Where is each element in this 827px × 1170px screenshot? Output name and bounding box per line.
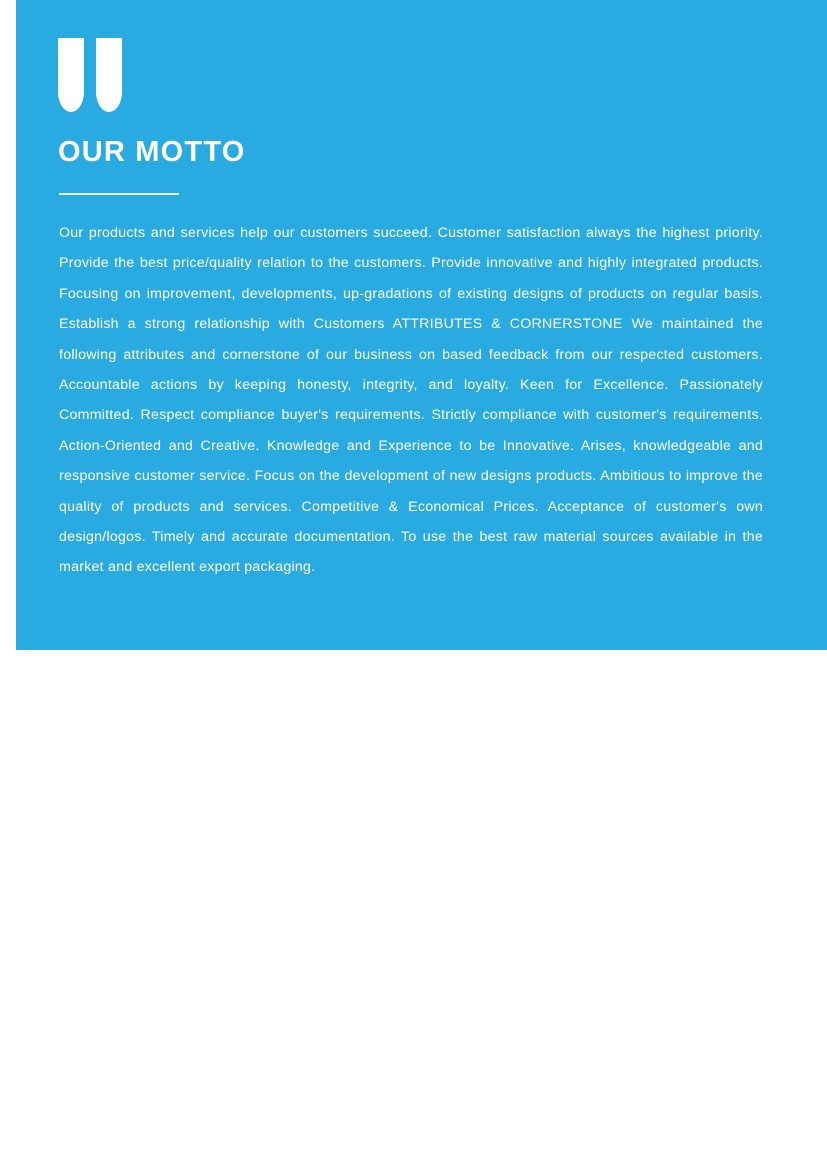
quote-stroke-left	[58, 38, 84, 112]
motto-body-text: Our products and services help our customers succeed. Customer satisfaction always the highest priority. Provide the best price/quality relation to the customers. Provide innovative and highly integrated products. Focusing on improvement, developments, up-gradations of existing designs of products on regular basis. Establish a strong relationship with Customers ATTRIBUTES & CORNERSTONE We maintained the following attributes and cornerstone of our business on based feedback from our respected customers. Accountable actions by keeping honesty, integrity, and loyalty. Keen for Excellence. Passionately Committed. Respect compliance buyer's requirements. Strictly compliance with customer's requirements. Action-Oriented and Creative. Knowledge and Experience to be Innovative. Arises, knowledgeable and responsive customer service. Focus on the development of new designs products. Ambitious to improve the quality of products and services. Competitive & Economical Prices. Acceptance of customer's own design/logos. Timely and accurate documentation. To use the best raw material sources available in the market and excellent export packaging.	[59, 225, 763, 576]
left-margin-strip	[0, 0, 16, 650]
title-divider	[59, 193, 179, 195]
quote-stroke-right	[96, 38, 122, 112]
bottom-section	[0, 650, 827, 1170]
quotation-mark-icon	[58, 38, 138, 112]
page-title: OUR MOTTO	[58, 136, 246, 168]
